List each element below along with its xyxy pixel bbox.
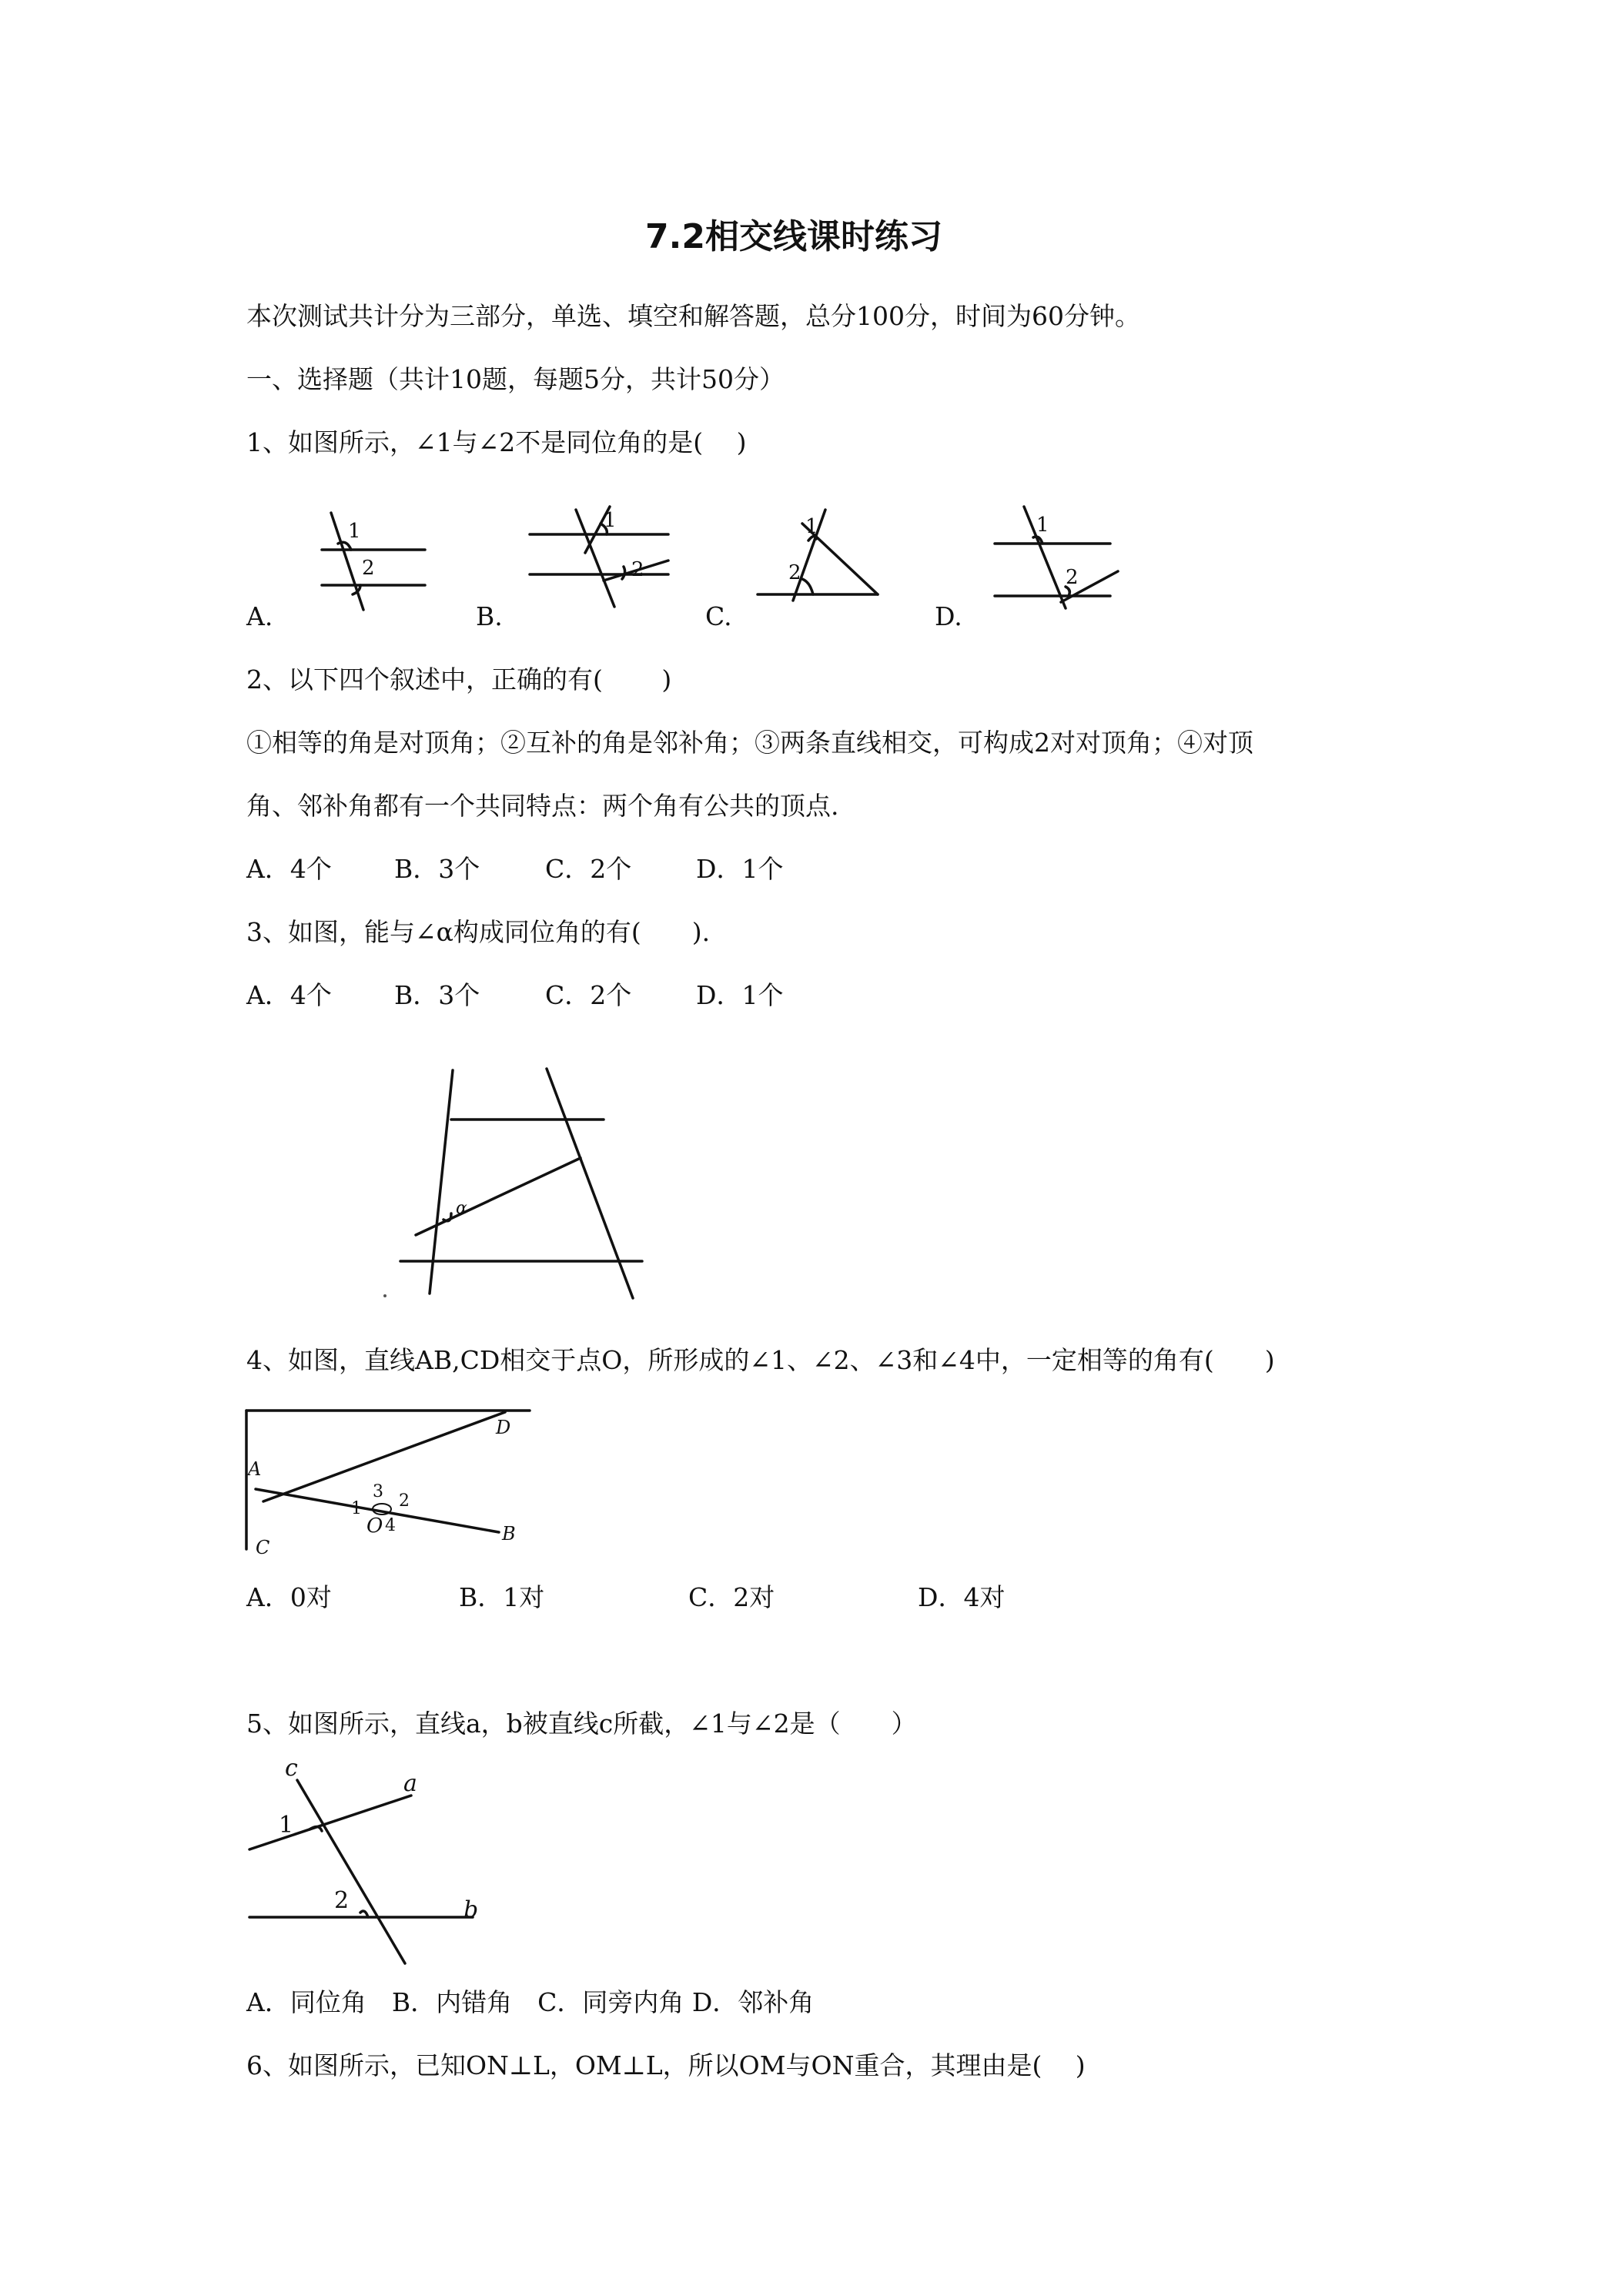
- q3-option-c: C．2个: [545, 980, 632, 1010]
- q2-option-d: D．1个: [696, 854, 784, 884]
- q2-option-a: A．4个: [246, 854, 332, 884]
- q2-body-line2: 角、邻补角都有一个共同特点：两个角有公共的顶点.: [246, 791, 839, 821]
- q1b-label-1: 1: [604, 509, 617, 532]
- q4-label-d: D: [496, 1417, 511, 1438]
- q5-figure: [245, 1749, 491, 1973]
- q3-option-b: B．3个: [394, 980, 480, 1010]
- q1c-label-2: 2: [788, 561, 801, 584]
- q4-label-c: C: [256, 1537, 270, 1558]
- q1-option-d: D.: [935, 601, 962, 631]
- q5-label-1: 1: [279, 1812, 294, 1839]
- q4-option-d: D．4对: [918, 1582, 1006, 1612]
- q4-label-1: 1: [351, 1499, 362, 1518]
- q2-option-b: B．3个: [394, 854, 480, 884]
- intro-text: 本次测试共计分为三部分，单选、填空和解答题，总分100分，时间为60分钟。: [246, 301, 1140, 331]
- q1-option-a: A.: [246, 601, 273, 631]
- q3-option-d: D．1个: [696, 980, 784, 1010]
- q4-label-o: O: [366, 1514, 383, 1538]
- q1a-label-1: 1: [348, 520, 361, 543]
- q4-option-c: C．2对: [688, 1582, 775, 1612]
- section-heading: 一、选择题（共计10题，每题5分，共计50分）: [246, 364, 785, 394]
- q4-option-b: B．1对: [459, 1582, 545, 1612]
- q4-label-4: 4: [385, 1516, 396, 1535]
- q2-body-line1: ①相等的角是对顶角；②互补的角是邻补角；③两条直线相交，可构成2对对顶角；④对顶: [246, 728, 1253, 758]
- q1d-label-1: 1: [1036, 514, 1049, 537]
- q2-option-c: C．2个: [545, 854, 632, 884]
- q3-figure: [385, 1063, 662, 1309]
- q4-figure: [245, 1411, 537, 1557]
- page-title: 7.2相交线课时练习: [645, 217, 942, 256]
- q5-label-2: 2: [334, 1887, 350, 1914]
- q1b-label-2: 2: [631, 558, 644, 581]
- q4-label-2: 2: [399, 1491, 410, 1511]
- q1a-label-2: 2: [362, 557, 375, 580]
- q4-label-b: B: [502, 1523, 516, 1545]
- q6-stem: 6、如图所示，已知ON⊥L，OM⊥L，所以OM与ON重合，其理由是( ): [246, 2050, 1086, 2080]
- q1-stem: 1、如图所示，∠1与∠2不是同位角的是( ): [246, 427, 747, 457]
- q3-stem: 3、如图，能与∠α构成同位角的有( ).: [246, 917, 711, 947]
- q1c-label-1: 1: [805, 515, 818, 538]
- q4-stem: 4、如图，直线AB,CD相交于点O，所形成的∠1、∠2、∠3和∠4中，一定相等的角有( ): [246, 1345, 1275, 1375]
- q3-option-a: A．4个: [246, 980, 332, 1010]
- q1-option-b: B.: [476, 601, 503, 631]
- q5-options: A．同位角 B．内错角 C．同旁内角 D．邻补角: [246, 1987, 815, 2017]
- q2-stem: 2、以下四个叙述中，正确的有( ): [246, 664, 672, 694]
- q5-label-b: b: [463, 1896, 479, 1923]
- q5-label-c: c: [285, 1755, 298, 1782]
- q5-label-a: a: [403, 1770, 417, 1797]
- q1-figure-c: [755, 502, 893, 602]
- q1d-label-2: 2: [1066, 566, 1079, 589]
- q3-alpha-label: α: [456, 1199, 467, 1218]
- q4-label-3: 3: [373, 1482, 383, 1501]
- q1-figure-d: [989, 500, 1127, 608]
- q4-option-a: A．0对: [246, 1582, 332, 1612]
- q1-option-c: C.: [705, 601, 732, 631]
- q1-figure-a: [316, 508, 431, 616]
- q1-figure-b: [524, 502, 678, 610]
- q4-label-a: A: [248, 1458, 262, 1480]
- q5-stem: 5、如图所示，直线a，b被直线c所截，∠1与∠2是（ ）: [246, 1709, 917, 1739]
